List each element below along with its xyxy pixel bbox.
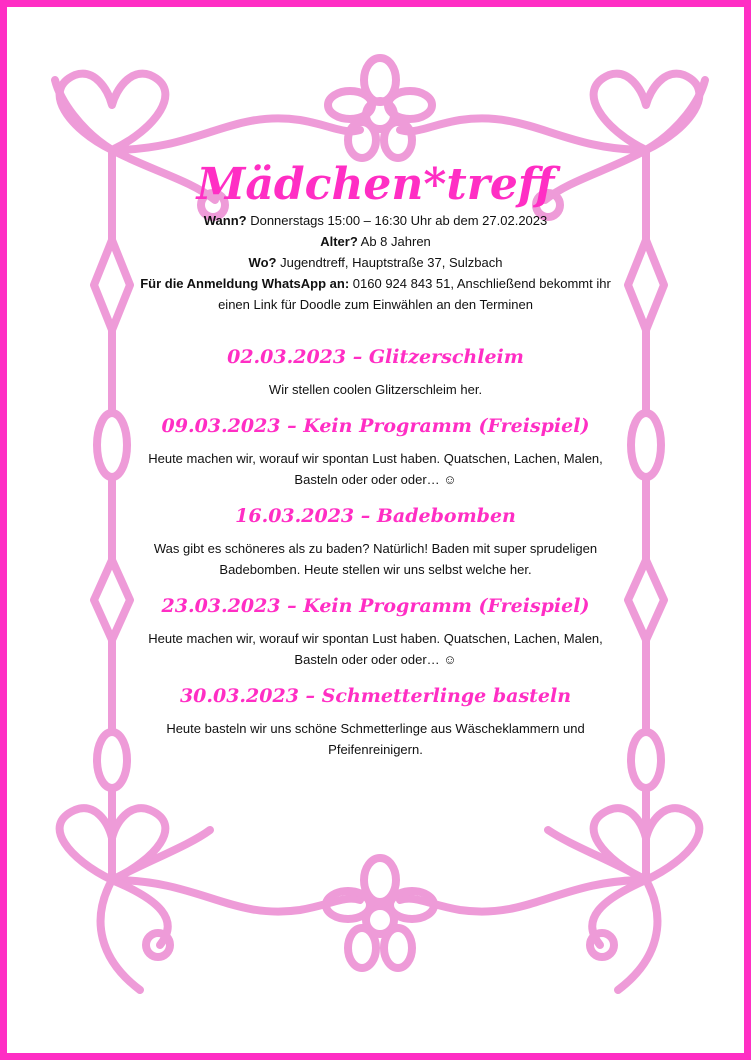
event-description-line: Basteln oder oder oder… ☺ — [294, 472, 457, 487]
when-label: Wann? — [203, 213, 247, 228]
where-label: Wo? — [248, 255, 277, 270]
age-label: Alter? — [320, 234, 358, 249]
info-signup — [120, 273, 631, 294]
info-age — [120, 231, 631, 252]
event-description-line: Heute machen wir, worauf wir spontan Lust haben. Quatschen, Lachen, Malen, — [148, 631, 603, 646]
info-block — [120, 210, 631, 315]
event-description-line: Pfeifenreinigern. — [328, 742, 423, 757]
when-value: Donnerstags 15:00 – 16:30 Uhr ab dem 27.02.2023 — [250, 213, 548, 228]
event-item — [120, 412, 631, 490]
event-description-line: Was gibt es schöneres als zu baden? Natürlich! Baden mit super sprudeligen — [153, 541, 598, 556]
event-title: 09.03.2023 – Kein Programm (Freispiel) — [161, 415, 590, 437]
flyer-title: Mädchen*treff — [196, 159, 555, 210]
flyer-content — [120, 160, 631, 772]
event-description-line: Basteln oder oder oder… ☺ — [294, 652, 457, 667]
event-description — [120, 718, 631, 760]
event-description — [120, 538, 631, 580]
event-description — [120, 379, 631, 400]
where-value: Jugendtreff, Hauptstraße 37, Sulzbach — [280, 255, 503, 270]
event-title: 30.03.2023 – Schmetterlinge basteln — [179, 685, 572, 707]
event-item — [120, 502, 631, 580]
signup-value-line-2: einen Link für Doodle zum Einwählen an den Terminen — [218, 297, 533, 312]
event-description — [120, 628, 631, 670]
signup-label: Für die Anmeldung WhatsApp an: — [140, 276, 350, 291]
signup-value: 0160 924 843 51, Anschließend bekommt ihr — [352, 276, 611, 291]
event-description-line: Wir stellen coolen Glitzerschleim her. — [268, 382, 483, 397]
event-description-line: Heute basteln wir uns schöne Schmetterlinge aus Wäscheklammern und — [166, 721, 585, 736]
event-description-line: Badebomben. Heute stellen wir uns selbst welche her. — [219, 562, 532, 577]
age-value: Ab 8 Jahren — [360, 234, 431, 249]
event-title: 16.03.2023 – Badebomben — [235, 505, 516, 527]
event-title: 23.03.2023 – Kein Programm (Freispiel) — [161, 595, 590, 617]
event-description — [120, 448, 631, 490]
event-description-line: Heute machen wir, worauf wir spontan Lust haben. Quatschen, Lachen, Malen, — [148, 451, 603, 466]
event-title: 02.03.2023 – Glitzerschleim — [227, 346, 524, 368]
event-item — [120, 343, 631, 400]
info-when — [120, 210, 631, 231]
event-item — [120, 592, 631, 670]
event-item — [120, 682, 631, 760]
info-where — [120, 252, 631, 273]
